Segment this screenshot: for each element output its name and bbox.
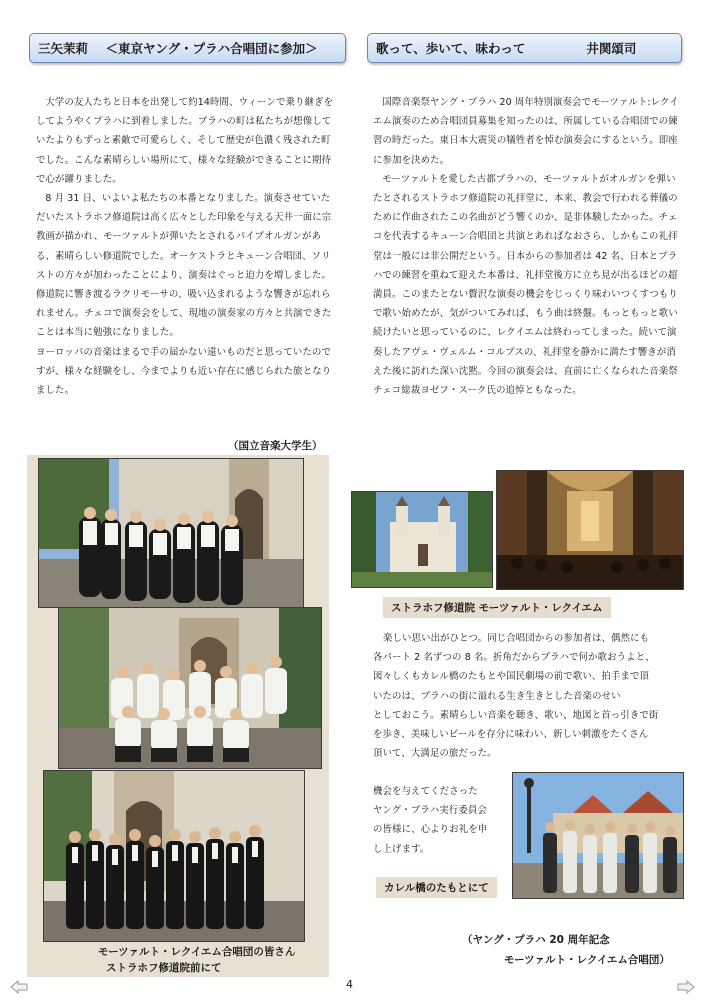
- arrow-right-icon[interactable]: [677, 980, 695, 994]
- affiliation-line-2: モーツァルト・レクイエム合唱団）: [504, 954, 670, 966]
- left-title: ＜東京ヤング・プラハ合唱団に参加＞: [105, 41, 318, 56]
- choir-photo-women-1: [38, 458, 304, 608]
- thanks-line-4: し上げます。: [373, 843, 430, 855]
- left-author: 三矢茉莉: [38, 41, 89, 56]
- left-photo-caption: [98, 944, 295, 976]
- left-article-header: [29, 33, 346, 63]
- thanks-line-1: 機会を与えてくださった: [373, 786, 478, 797]
- left-paragraph-2: 8 月 31 日、いよいよ私たちの本番となりました。演奏させていただいたストラホフ修道院は高く広々とした印象を与える天井一面に宗教画が描かれ、モーツァルトが弾いたとされるパイプオルガンがある、素晴らしい修道院でした。オーケストラとキューン合唱団、ソリストの方々が加わったことにより、演奏はぐっと迫力を増しました。修道院に響き渡るラクリモーサの、吸い込まれるような響きが忘れられません。チェコで演奏会をして、現地の演奏家の方々と共演できたことは本当に勉強になりました。: [36, 193, 332, 339]
- right-article-body: [373, 93, 679, 400]
- para3-line-5: としておこう。素晴らしい音楽を聴き、歌い、地図と首っ引きで街: [373, 709, 659, 721]
- right-paragraph-1: 国際音楽祭ヤング・プラハ 20 周年特別演奏会でモーツァルト:レクイエム演奏のため合唱団員募集を知ったのは、所属している合唱団での練習の時だった。東日本大震災の犠牲者を悼む演奏会にするという。即座に参加を決めた。: [373, 97, 679, 166]
- strahov-monastery-interior-photo: [496, 470, 684, 590]
- left-paragraph-1: 大学の友人たちと日本を出発して約14時間、ウィーンで乗り継ぎをしてようやくプラハに到着しました。プラハの町は私たちが想像していたよりもずっと素敵で可愛らしく、そして歴史が色濃く残された町でした。こんな素晴らしい場所にて、様々な経験ができることに期待で心が躍りました。: [36, 97, 334, 185]
- right-author: 井関頌司: [586, 41, 637, 56]
- right-paragraph-2: モーツァルトを愛した古都プラハの、モーツァルトがオルガンを弾いたとされるストラホフ修道院の礼拝堂に、本来、教会で行われる葬儀のために作曲されたこの名曲がどう響くのか、是非体験したかった。チェコを代表するキューン合唱団と共演とあればなおさら、しかもこの礼拝堂は一般には非公開だという。日本からの参加者は 42 名、日本とプラハでの練習を重ねて迎えた本番は、礼拝堂後方に立ち見が出るほどの超満員。このまたとない贅沢な演奏の機会をじっくり味わいつくすつもりで歌い始めたが、気がついてみれば、もう曲は終盤。もっともっと歌い続けたいと思っているのに、レクイエムは終わってしまった。続いて演奏したアヴェ・ヴェルム・コルプスの、礼拝堂を静かに満たす響きが消えた後に訪れた深い沈黙。今回の演奏会は、直前に亡くなられた音楽祭チェコ総裁ヨゼフ・スーク氏の追悼ともなった。: [373, 173, 678, 397]
- choir-photo-men: [43, 770, 305, 942]
- thanks-line-2: ヤング・プラハ実行委員会: [373, 805, 488, 817]
- para3-line-6: を歩き、美味しいビールを存分に味わい、新しい刺激をたくさん: [373, 729, 649, 741]
- left-article-body: [36, 93, 338, 400]
- right-title: 歌って、歩いて、味わって: [376, 41, 526, 56]
- photo-caption-line-1: モーツァルト・レクイエム合唱団の皆さん: [98, 946, 296, 958]
- para3-line-3: 図々しくもカレル橋のたもとや国民劇場の前で歌い、拍手まで頂: [373, 671, 649, 683]
- thanks-line-3: の皆様に、心よりお礼を申: [373, 824, 488, 836]
- choir-photo-women-2: [58, 607, 322, 769]
- para3-line-7: 頂いて、大満足の旅だった。: [373, 748, 497, 760]
- strahov-photo-caption: ストラホフ修道院 モーツァルト・レクイエム: [383, 597, 611, 618]
- para3-line-4: いたのは、プラハの街に溢れる生き生きとした音楽のせい: [373, 690, 621, 702]
- photo-caption-line-2: ストラホフ修道院前にて: [106, 962, 222, 974]
- para3-line-1: 楽しい思い出がひとつ。同じ合唱団からの参加者は、偶然にも: [383, 633, 650, 644]
- arrow-left-icon[interactable]: [10, 980, 28, 994]
- right-article-header: [367, 33, 682, 63]
- page-number: 4: [346, 978, 353, 991]
- right-affiliation: [462, 930, 670, 970]
- charles-bridge-photo: [512, 772, 684, 899]
- right-article-paragraph-3: [373, 629, 683, 763]
- para3-line-2: 各パート 2 名ずつの 8 名。折角だからプラハで何か歌おうよと、: [373, 652, 655, 664]
- left-affiliation: （国立音楽大学生）: [228, 440, 323, 452]
- charles-bridge-caption: カレル橋のたもとにて: [376, 877, 497, 898]
- left-paragraph-3: ヨーロッパの音楽はまるで手の届かない遠いものだと思っていたのですが、様々な経験をし、今までよりも近い存在に感じられた旅となりました。: [36, 346, 332, 397]
- thanks-text: [373, 782, 513, 859]
- affiliation-line-1: （ヤング・プラハ 20 周年記念: [462, 934, 610, 946]
- strahov-monastery-exterior-photo: [351, 491, 493, 588]
